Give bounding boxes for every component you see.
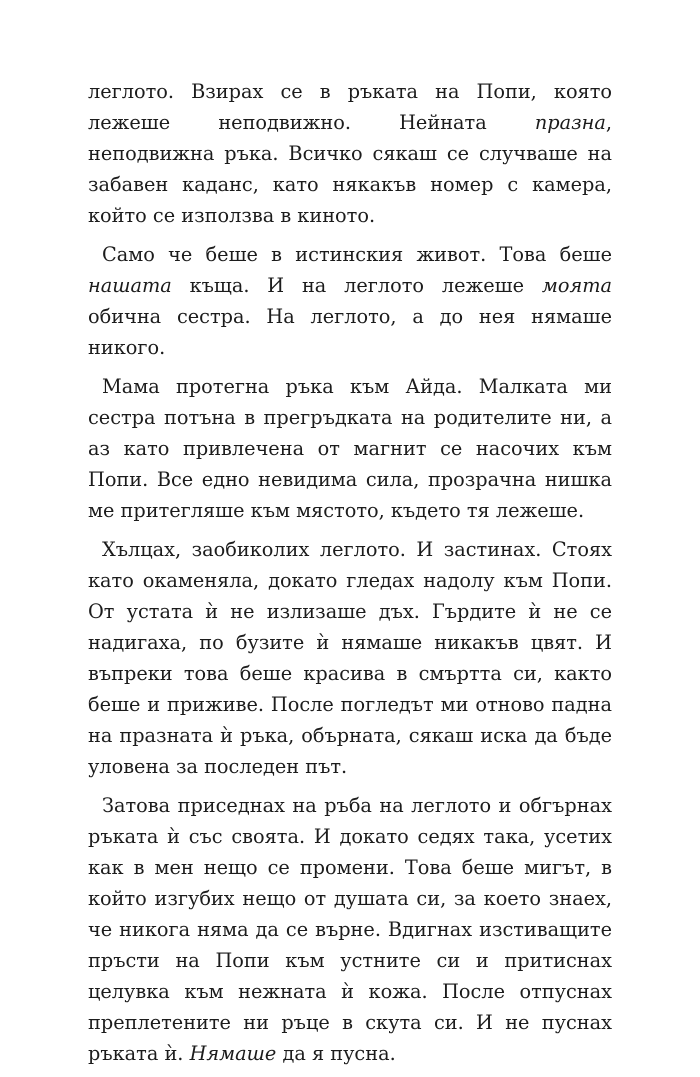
text-run: Мама протегна ръка към Айда. Малката ми сестра потъна в прегръдката на родителите ни, а аз като привлечена от магнит се насочих към Попи. Все едно невидима сила, прозрачна нишка ме притегляше към мястото, където тя лежеше. <box>88 375 612 522</box>
text-run: да я пусна. <box>276 1042 396 1065</box>
paragraph-4 <box>88 534 612 782</box>
emphasis-text: нашата <box>88 274 172 297</box>
emphasis-text: празна <box>534 111 606 134</box>
text-run: обична сестра. На леглото, а до нея нямаше никого. <box>88 305 612 359</box>
emphasis-text: Нямаше <box>189 1042 277 1065</box>
text-run: къща. И на леглото лежеше <box>171 274 542 297</box>
text-run: Само че беше в истинския живот. Това беше <box>102 243 612 266</box>
paragraph-5 <box>88 790 612 1069</box>
text-run: леглото. Взирах се в ръката на Попи, която лежеше неподвижно. Нейната <box>88 80 612 134</box>
text-run: , неподвижна ръка. Всичко сякаш се случваше на забавен каданс, като някакъв номер с камера, който се използва в киното. <box>88 111 612 227</box>
book-page <box>88 76 612 1077</box>
text-run: Хълцах, заобиколих леглото. И застинах. Стоях като окаменяла, докато гледах надолу към Попи. От устата ѝ не излизаше дъх. Гърдите ѝ не се надигаха, по бузите ѝ нямаше никакъв цвят. И въпреки това беше красива в смъртта си, както беше и приживе. После погледът ми отново падна на празната ѝ ръка, обърната, сякаш иска да бъде уловена за последен път. <box>88 538 612 778</box>
paragraph-1 <box>88 76 612 231</box>
emphasis-text: моята <box>541 274 612 297</box>
paragraph-2 <box>88 239 612 363</box>
paragraph-3 <box>88 371 612 526</box>
text-run: Затова приседнах на ръба на леглото и обгърнах ръката ѝ със своята. И докато седях така, усетих как в мен нещо се промени. Това беше мигът, в който изгубих нещо от душата си, за което знаех, че никога няма да се върне. Вдигнах изстиващите пръсти на Попи към устните си и притиснах целувка към нежната ѝ кожа. После отпуснах преплетените ни ръце в скута си. И не пуснах ръката ѝ. <box>88 794 612 1065</box>
